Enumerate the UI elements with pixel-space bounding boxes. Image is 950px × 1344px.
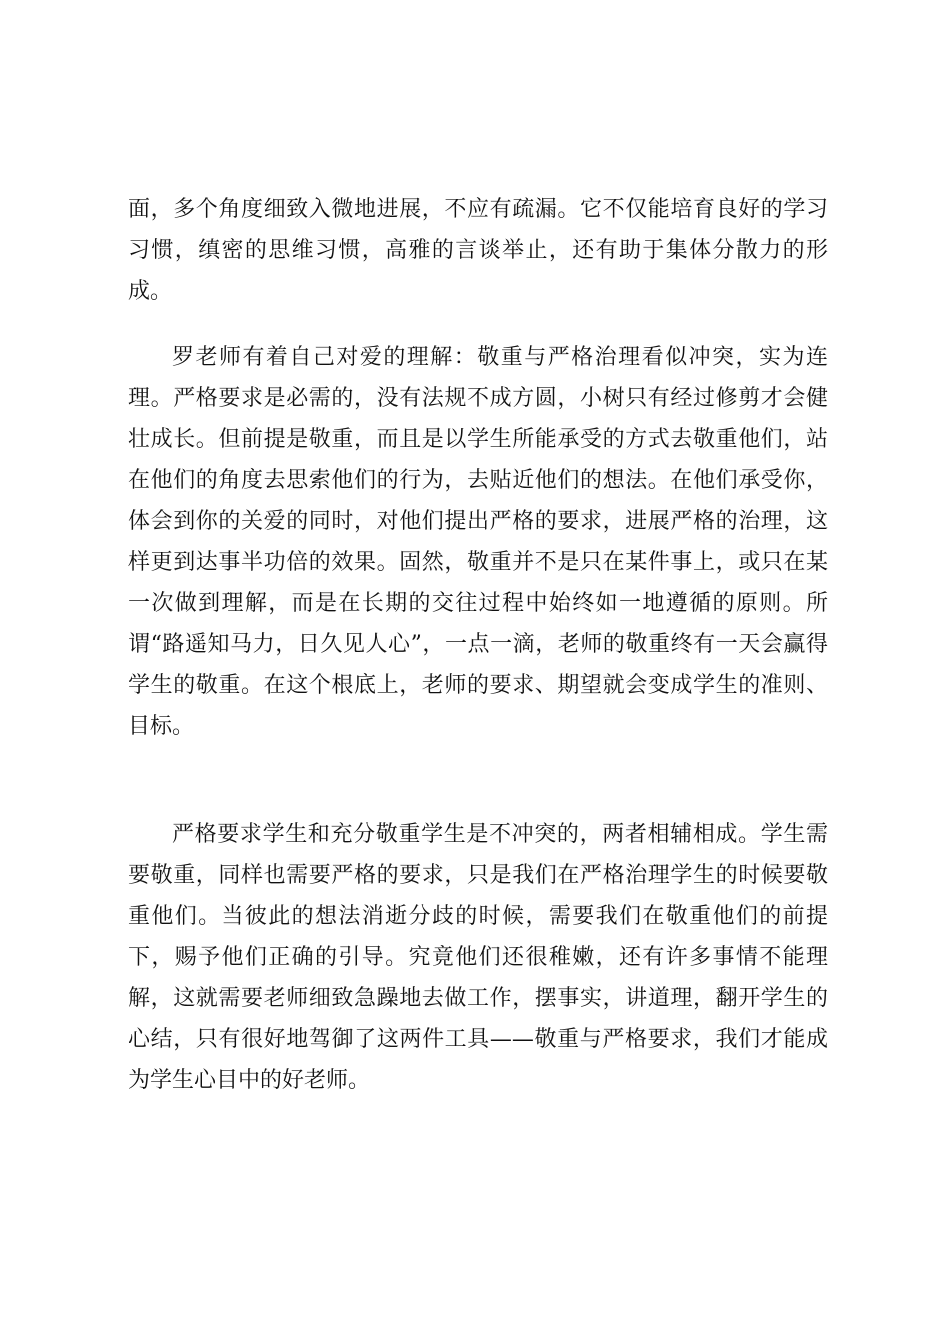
paragraph-continued bbox=[128, 189, 828, 312]
paragraph-teacher-understanding bbox=[128, 337, 828, 747]
paragraph-text: 面，多个角度细致入微地进展，不应有疏漏。它不仅能培育良好的学习习惯，缜密的思维习惯，高雅的言谈举止，还有助于集体分散力的形成。 bbox=[128, 197, 828, 304]
paragraph-text: 严格要求学生和充分敬重学生是不冲突的，两者相辅相成。学生需要敬重，同样也需要严格的要求，只是我们在严格治理学生的时候要敬重他们。当彼此的想法消逝分歧的时候，需要我们在敬重他们的前提下，赐予他们正确的引导。究竟他们还很稚嫩，还有许多事情不能理解，这就需要老师细致急躁地去做工作，摆事实，讲道理，翻开学生的心结，只有很好地驾御了这两件工具——敬重与严格要求，我们才能成为学生心目中的好老师。 bbox=[128, 822, 828, 1093]
paragraph-text: 罗老师有着自己对爱的理解：敬重与严格治理看似冲突，实为连理。严格要求是必需的，没有法规不成方圆，小树只有经过修剪才会健壮成长。但前提是敬重，而且是以学生所能承受的方式去敬重他们，站在他们的角度去思索他们的行为，去贴近他们的想法。在他们承受你，体会到你的关爱的同时，对他们提出严格的要求，进展严格的治理，这样更到达事半功倍的效果。固然，敬重并不是只在某件事上，或只在某一次做到理解，而是在长期的交往过程中始终如一地遵循的原则。所谓“路遥知马力，日久见人心”，一点一滴，老师的敬重终有一天会赢得学生的敬重。在这个根底上，老师的要求、期望就会变成学生的准则、目标。 bbox=[128, 345, 828, 739]
paragraph-conclusion bbox=[128, 814, 828, 1101]
